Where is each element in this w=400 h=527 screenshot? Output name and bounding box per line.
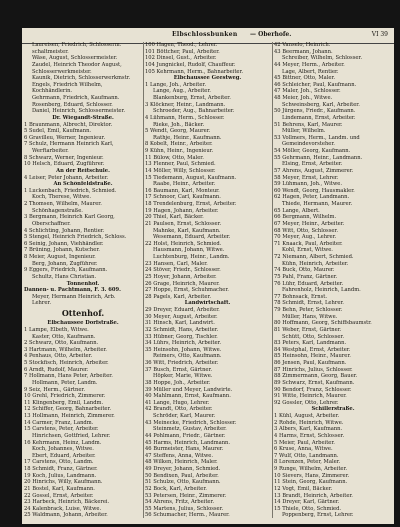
directory-entry: 24 Kalenbrack, Luise, Witwe. xyxy=(24,505,102,512)
directory-entry: 25 Waldmann, Johann, Arbeiter. xyxy=(24,512,108,519)
directory-entry: 104 Jungnickel, Rudolf, Chauffeur. xyxy=(145,61,236,68)
directory-entry: 89 Schwarz, Ernst, Kaufmann. xyxy=(274,379,355,386)
directory-entry: 13 Flenner, Paul, Schmied. xyxy=(145,161,216,168)
header-title: Elbschlossbunken xyxy=(172,31,238,38)
directory-entry: 3 Hartmann, Wilhelm, Arbeiter. xyxy=(24,346,107,353)
directory-entry: 18 Trendelenburg, Ernst, Arbeiter. xyxy=(145,201,237,207)
district-heading: Ottenhof. xyxy=(61,308,105,318)
directory-entry-continuation: Werftarbeiter. xyxy=(32,148,69,154)
directory-entry: 46 Schleicher, Paul, Kaufmann. xyxy=(274,81,357,88)
page-number: VI 39 xyxy=(371,31,388,38)
directory-entry: 54 Ahrens, Fritz, Arbeiter. xyxy=(145,499,215,506)
directory-entry-continuation: Gemeindevorsteher. xyxy=(282,141,335,148)
directory-entry: 30 Meyer, August, Arbeiter. xyxy=(145,313,218,320)
directory-entry: 8 Meier, August, Ingenieur. xyxy=(24,254,96,260)
directory-page xyxy=(22,28,394,524)
directory-entry: 57 Ahrens, August, Zimmerer. xyxy=(274,167,354,174)
directory-entry: 72 Niemann, Albert, Schmied. xyxy=(274,254,354,260)
directory-entry-continuation: Rathje, Heinr., Kaufmann. xyxy=(153,134,222,141)
column-divider xyxy=(272,42,273,518)
directory-entry: 14 Carmer, Franz, Landm. xyxy=(24,419,94,426)
directory-entry: 59 Lühmann, Joh., Witwe. xyxy=(274,181,343,188)
directory-entry: 45 Harms, Heinrich, Landmann. xyxy=(145,439,231,446)
directory-entry: 50 Bendixen, Paul, Arbeiter. xyxy=(145,472,219,479)
directory-entry: 1 Luckenbach, Friedrich, Schmied. xyxy=(24,187,117,194)
directory-entry: 20 Hinrichs, Willy, Kaufmann. xyxy=(24,479,103,486)
directory-entry: 1 Lampe, Elbeth, Witwe. xyxy=(24,326,89,333)
directory-entry: 2 Schwarz, Otto, Kaufmann. xyxy=(24,340,99,347)
directory-entry: 88 Zimmermann, Georg, Bauer. xyxy=(274,373,358,380)
directory-entry: 28 Pagels, Karl, Arbeiter. xyxy=(145,293,212,300)
directory-entry: 86 Jensen, Paul, Kaufmann. xyxy=(274,360,347,366)
directory-entry: 10 Sievers, Hans, Zimmerer. xyxy=(274,472,350,479)
directory-entry-continuation: Kaster, Otto, Kaufmann. xyxy=(32,333,96,340)
directory-entry: 78 Schmidt, Ernst, Lehrer. xyxy=(274,300,344,307)
directory-entry: 13 Hollmann, Heinrich, Zimmerer. xyxy=(24,413,115,419)
directory-entry-continuation: Meyer, Hermann Heinrich, Arb. xyxy=(32,293,116,300)
directory-entry-continuation: Lage, Albert, Rentier. xyxy=(282,68,339,75)
directory-entry: 66 Bergmann, Wilhelm. xyxy=(274,214,337,221)
directory-entry-continuation: Schweinsberg, Karl, Arbeiter. xyxy=(282,101,360,108)
directory-entry-continuation: Poppenberg, Ernst, Lehrer. xyxy=(282,512,354,519)
directory-entry-continuation: Daniel, Heinrich, Schlossermeister. xyxy=(32,108,126,115)
directory-entry: 43 Beermann, Johann. xyxy=(274,48,333,55)
directory-entry: 5 Wendt, Georg, Maurer. xyxy=(145,128,211,135)
directory-entry-continuation: Kochhändlerin. xyxy=(32,88,73,95)
directory-entry: 54 Möller, Georg, Kaufmann. xyxy=(274,148,351,154)
directory-column-2 xyxy=(145,42,270,520)
directory-entry: 47 Steffens, Anna, Witwe. xyxy=(145,452,213,459)
directory-entry: 53 Vollmers, Herm., Landm. und xyxy=(274,134,360,141)
directory-entry: 44 Meyer, Herm., Arbeiter. xyxy=(274,61,345,68)
street-heading: An der Reitschule. xyxy=(56,167,110,174)
directory-column-3 xyxy=(274,42,392,520)
directory-entry: 85 Heinsohn, Heinr., Maurer. xyxy=(274,353,351,360)
directory-entry: 4 Schlichting, Johann, Rentier. xyxy=(24,227,105,234)
directory-entry: 100 Hagen, Theod., Lehrer. xyxy=(145,42,218,48)
street-heading: Elbchaussee Dorfstraße. xyxy=(47,320,119,327)
street-heading: Elbchaussee Geestweg. xyxy=(173,75,242,82)
column-divider xyxy=(143,42,144,518)
directory-entry: 9 Kühn, Heinr., Ingenieur. xyxy=(145,148,214,154)
directory-entry: 8 Schwarz, Werner, Ingenieur. xyxy=(24,154,104,161)
directory-entry: 42 Vanselo, Heinrich. xyxy=(274,42,331,48)
directory-entry-continuation: Schroeder, Aug., Bahnarbeiter. xyxy=(153,108,235,115)
directory-entry-continuation: Engels, Friedrich Wilhelm, xyxy=(32,81,103,88)
directory-entry: 4 Lühmann, Herm., Schlosser. xyxy=(145,114,225,121)
directory-entry: 6 Arndt, Rudolf, Maurer. xyxy=(24,366,89,373)
street-heading: Dr. Wiegandt-Straße. xyxy=(52,114,114,121)
directory-entry: 80 Hoffmann, Georg, Schiffsbaumstr. xyxy=(274,320,372,327)
directory-entry: 50 Jürgens, Friedr., Kaufmann. xyxy=(274,108,356,115)
directory-entry: 1 Kühl, August, Arbeiter. xyxy=(274,413,340,419)
directory-entry: 51 Schulze, Otto, Kaufmann. xyxy=(145,479,221,486)
directory-entry: 15 Tiedemann, August, Kaufmann. xyxy=(145,174,237,181)
directory-entry: 7 Hollmann, Hans Peter, Arbeiter. xyxy=(24,373,113,380)
directory-entry: 70 Meyer, Aug., Lehrer. xyxy=(274,234,337,241)
directory-entry: 23 Hansen, Carl, Maler. xyxy=(145,260,208,267)
directory-entry: 79 Behn, Peter, Schlosser. xyxy=(274,307,343,313)
directory-entry: 20 Thiel, Karl, Bäcker. xyxy=(145,214,204,221)
directory-entry: 49 Dreyer, Johann, Schmied. xyxy=(145,466,221,472)
directory-entry: 81 Weber, Ernst, Gärtner. xyxy=(274,326,342,333)
directory-entry: 11 Bülow, Otto, Maler. xyxy=(145,154,204,161)
street-heading: Landwirtschaft. xyxy=(184,300,231,307)
directory-entry: 56 Schumacher, Herm., Maurer. xyxy=(145,512,230,519)
directory-entry-continuation: Schütt, Otto, Schlosser. xyxy=(282,333,344,340)
directory-entry: 36 Witt, Friedrich, Arbeiter. xyxy=(145,360,219,366)
directory-entry-continuation: Wäse, August, Schlossermeister. xyxy=(32,55,118,62)
directory-entry: 21 Paulsen, Ernst, Schlosser. xyxy=(145,220,222,227)
directory-entry: 12 Vogt, Emil, Bäcker. xyxy=(274,485,333,492)
directory-entry: 101 Böttcher, Paul, Arbeiter. xyxy=(145,48,220,55)
street-heading: Schillerstraße. xyxy=(311,406,355,413)
directory-entry: 77 Bohnsack, Ernst. xyxy=(274,293,327,300)
directory-entry: 76 Lühr, Eduard, Arbeiter. xyxy=(274,280,344,287)
directory-entry: 19 Hagen, Johann, Arbeiter. xyxy=(145,207,219,214)
directory-entry-continuation: Mahnke, Karl, Kaufmann. xyxy=(153,227,221,234)
directory-entry-continuation: Laureisen, Friedrich, Schlosserm. xyxy=(32,42,122,48)
directory-entry-continuation: Luchtenburg, Heinr., Landm. xyxy=(153,254,230,260)
header-section: — Oberhofe. xyxy=(250,31,292,38)
directory-entry-continuation: Müller, Hans, Witwe. xyxy=(282,313,338,320)
directory-entry: 91 Witte, Heinrich, Maurer. xyxy=(274,393,347,400)
directory-entry: 46 Burmeister, Hans, Maurer. xyxy=(145,446,224,453)
directory-entry: 67 Meyer, Heinr., Arbeiter. xyxy=(274,220,345,227)
directory-entry: 41 Lange, Hugo, Lehrer. xyxy=(145,399,210,406)
directory-entry: 23 Harbeck, Heinrich, Bäckerei. xyxy=(24,499,110,506)
directory-entry-continuation: Kühn, Heinrich, Arbeiter. xyxy=(282,260,349,267)
directory-entry: 35 Heinsohn, Johann, Witwe. xyxy=(145,346,222,353)
directory-entry: 87 Hinrichs, Julius, Schlosser. xyxy=(274,366,353,373)
directory-entry: 15 Carstens, Peter, Arbeiter. xyxy=(24,426,99,433)
directory-entry-continuation: Koch, Johannes, Witwe. xyxy=(32,446,94,453)
directory-entry: 83 Peters, Karl, Landmann. xyxy=(274,340,347,347)
directory-entry: 62 Hagen, Peter, Landmann. xyxy=(274,194,350,201)
directory-entry: 3 Albers, Karl, Kaufmann. xyxy=(274,426,343,433)
directory-entry: 40 Mahlmann, Ernst, Kaufmann. xyxy=(145,393,231,400)
directory-entry: 2 Thomsen, Wilhelm, Maurer. xyxy=(24,201,102,207)
directory-entry-continuation: schaltmeister. xyxy=(32,48,69,55)
directory-entry: 32 Schmidt, Hans, Arbeiter. xyxy=(145,326,219,333)
directory-entry: 6 Kruse, Anna, Witwe. xyxy=(274,446,333,453)
directory-entry: 90 Bendorf, Franz, Schlosser. xyxy=(274,386,352,393)
directory-entry: 39 Müller und Meyer, Landwirte. xyxy=(145,386,233,393)
directory-entry-continuation: Fahrenholz, Heinrich, Landm. xyxy=(282,287,361,294)
directory-entry: 5 Meier, Paul, Arbeiter. xyxy=(274,439,335,446)
directory-entry: 17 Schnoor, Carl, Kaufmann. xyxy=(145,194,221,201)
directory-entry-continuation: Rosenberg, Eduard, Schlosser. xyxy=(32,101,113,108)
directory-entry: 37 Busch, Ernst, Gärtner. xyxy=(145,366,213,373)
directory-entry: 14 Möller, Willy, Schlosser. xyxy=(145,167,216,174)
directory-entry: 31 Hinsch, Karl, Landwirt. xyxy=(145,320,215,327)
directory-entry: 17 Carstens, Otto, Landm. xyxy=(24,459,94,466)
directory-entry: 45 Bittner, Otto, Maler. xyxy=(274,75,336,82)
directory-entry: 53 Petersen, Heinr., Zimmerer. xyxy=(145,492,227,499)
directory-entry-continuation: Raabe, Heinr., Arbeiter. xyxy=(153,181,216,188)
directory-entry-continuation: Kaunik, Dietrich, Schlosserwerkmstr. xyxy=(32,75,131,82)
directory-entry-continuation: Lange, Aug., Arbeiter. xyxy=(153,88,211,95)
directory-entry-continuation: Schröder, Karl, Maurer. xyxy=(153,413,216,419)
directory-entry-continuation: Hollmann, Peter, Landm. xyxy=(32,379,98,386)
directory-entry: 21 Bostel, Karl, Kaufmann. xyxy=(24,485,95,492)
directory-entry: 51 Behrens, Karl, Maurer. xyxy=(274,121,343,128)
directory-entry-continuation: Schultz, Hans Christian. xyxy=(32,273,97,280)
directory-entry-continuation: Kohl, Ernst, Witwe. xyxy=(282,247,333,254)
directory-entry-continuation: Koch, Therese, Witwe. xyxy=(32,194,91,201)
directory-entry: 13 Brandt, Heinrich, Arbeiter. xyxy=(274,492,353,499)
directory-entry: 1 Braunmann, Albrecht, Direktor. xyxy=(24,121,113,128)
directory-entry: 60 Wendt, Georg, Hausmakler. xyxy=(274,187,355,194)
directory-entry: 38 Hoppe, Joh., Arbeiter. xyxy=(145,379,211,386)
directory-entry: 10 Grehl, Friedrich, Zimmerer. xyxy=(24,393,106,400)
directory-entry: 8 Lorenzen, Peter, Maler. xyxy=(274,459,341,466)
directory-entry: 3 Klöckner, Heinr., Landmann. xyxy=(145,101,226,108)
directory-entry: 25 Hoyer, Johann, Arbeiter. xyxy=(145,273,217,280)
directory-entry-continuation: Lehrer. xyxy=(32,300,51,307)
directory-entry: 4 Harms, Ernst, Schlosser. xyxy=(274,432,345,439)
directory-entry-continuation: Reimers, Otto, Kaufmann. xyxy=(153,353,222,360)
directory-entry: 7 Wulf, Otto, Landmann. xyxy=(274,452,339,459)
directory-entry: 4 Leiser, Peter Johann, Arbeiter. xyxy=(24,174,109,181)
directory-entry-continuation: Lindemann, Ernst, Arbeiter. xyxy=(282,114,356,121)
directory-entry-continuation: Schreiber, Wilhelm, Schlosser. xyxy=(282,55,362,62)
directory-entry-continuation: Gehrmann, Friedrich, Kaufmann. xyxy=(32,95,120,101)
directory-entry: 29 Dreyer, Eduard, Arbeiter. xyxy=(145,307,220,313)
directory-entry: 14 Dreyer, Karl, Gärtner. xyxy=(274,499,340,506)
directory-entry-continuation: Rieke, Joh., Bäcker. xyxy=(153,121,205,128)
directory-entry-continuation: Ebert, Eduard, Arbeiter. xyxy=(32,452,96,459)
directory-entry: 7 Brüning, Johann, Kutscher. xyxy=(24,247,100,254)
directory-entry: 10 Helsch, Eduard, Zugführer. xyxy=(24,161,105,168)
directory-entry: 58 Meyer, Ernst, Lehrer. xyxy=(274,174,339,181)
directory-entry: 7 Schulz, Hermann Heinrich Karl, xyxy=(24,141,114,148)
directory-entry: 19 Koch, Julius, Landmann. xyxy=(24,472,97,479)
directory-entry: 8 Kobelt, Heinr., Arbeiter. xyxy=(145,141,213,148)
directory-entry: 33 Hübner, Georg, Tischler. xyxy=(145,333,218,340)
directory-entry: 47 Maler, Joh., Schlosser. xyxy=(274,88,341,95)
directory-column-1 xyxy=(24,42,142,520)
directory-entry: 9 Eggers, Friedrich, Kaufmann. xyxy=(24,267,108,274)
directory-entry: 68 Witt, Otto, Schlosser. xyxy=(274,227,338,234)
directory-entry-continuation: Hausmann, Johann, Witwe. xyxy=(153,247,225,254)
directory-entry: 34 Lührs, Heinrich, Arbeiter. xyxy=(145,340,222,347)
directory-entry: 102 Dinsel, Gust., Arbeiter. xyxy=(145,55,217,62)
directory-entry: 6 Gravilleu, Werner, Ingenieur. xyxy=(24,134,106,141)
directory-entry: 11 Klingenberg, Emil, Landm. xyxy=(24,399,104,406)
directory-entry: 92 Gossler, Otto, Lehrer. xyxy=(274,399,339,406)
directory-entry-continuation: Höpker, Marie, Witwe. xyxy=(153,373,213,380)
directory-entry-continuation: Steinmetz, Gustav, Arbeiter. xyxy=(153,426,227,433)
directory-entry: 42 Brandt, Otto, Arbeiter. xyxy=(145,406,213,413)
directory-entry-continuation: Thiede, Hermann, Maurer. xyxy=(282,201,353,207)
directory-entry: 9 Seiz, Herm., Gärtner. xyxy=(24,386,85,393)
directory-entry: 75 Pahl, Franz, Gärtner. xyxy=(274,273,338,280)
directory-entry: 18 Schmidt, Franz, Gärtner. xyxy=(24,466,98,472)
directory-entry: 5 Stengel, Heinrich Friedrich, Schloss. xyxy=(24,234,127,241)
directory-entry: 11 Stein, Georg, Kaufmann. xyxy=(274,479,348,486)
directory-entry: 1 Lange, Joh., Arbeiter. xyxy=(145,81,206,88)
directory-entry: 22 Holst, Heinrich, Schmied. xyxy=(145,240,222,247)
directory-entry-continuation: Elsing, Ernst, Arbeiter. xyxy=(282,161,343,168)
directory-entry: 9 Runge, Wilhelm, Arbeiter. xyxy=(274,466,348,472)
directory-entry: 71 Knaack, Paul, Arbeiter. xyxy=(274,240,343,247)
directory-entry: 5 Sudel, Emil, Kaufmann. xyxy=(24,128,92,135)
directory-entry: 6 Seinig, Johann, Viehhändler. xyxy=(24,240,104,247)
directory-entry-bold: Dannen- u. Pachtmann, F. 3. 609. xyxy=(24,287,121,294)
street-heading: An Schönfeldstraße. xyxy=(53,181,113,188)
directory-entry-continuation: Hinrichsen, Gottfried, Lehrer. xyxy=(32,432,111,439)
directory-entry-continuation: Müller, Wilhelm. xyxy=(282,128,326,135)
directory-entry: 84 Westphal, Ernst, Arbeiter. xyxy=(274,346,351,353)
directory-entry-continuation: Blankenburg, Ernst, Arbeiter. xyxy=(153,95,231,101)
directory-entry-continuation: Berg, Johann, Zugführer. xyxy=(32,260,98,267)
directory-entry: 105 Kehrmann, Herm., Bahnarbeiter. xyxy=(145,68,244,75)
directory-entry-continuation: Schönhagenstraße. xyxy=(32,207,83,214)
directory-entry: 24 Stöver, Friedr., Schlosser. xyxy=(145,267,221,274)
directory-entry-continuation: Wesemann, Eduard, Arbeiter. xyxy=(153,234,231,241)
directory-entry: 5 Stockfisch, Heinrich, Arbeiter. xyxy=(24,360,109,366)
directory-entry: 12 Schiffer, Georg, Bahnarbeiter. xyxy=(24,406,112,413)
directory-entry: 3 Bergmann, Heinrich Karl Georg, xyxy=(24,214,115,221)
running-header xyxy=(22,31,394,41)
directory-entry: 16 Kehrmann, Heinz, Landm. xyxy=(24,439,102,446)
directory-entry: 15 Thiele, Otto, Schmied. xyxy=(274,505,342,512)
directory-entry: 4 Penhaus, Otto, Arbeiter. xyxy=(24,353,93,360)
directory-entry: 48 Wilken, Heinrich, Maler. xyxy=(145,459,218,466)
directory-entry: 16 Baumann, Karl, Monteur. xyxy=(145,187,220,194)
directory-entry: 22 Gossel, Ernst, Arbeiter. xyxy=(24,492,94,499)
directory-entry: 55 Martens, Julius, Schlosser. xyxy=(145,505,224,512)
directory-entry-continuation: Schlosserwerkmeister. xyxy=(32,68,92,75)
directory-entry: 44 Pohlmann, Friedr., Gärtner. xyxy=(145,432,226,439)
directory-entry: 52 Bock, Karl, Arbeiter. xyxy=(145,485,207,492)
directory-entry-continuation: Oberschaffner. xyxy=(32,220,71,227)
directory-entry: 43 Meinecke, Friedrich, Schlosser. xyxy=(145,419,237,426)
directory-entry: 26 Grage, Heinrich, Maurer. xyxy=(145,280,220,287)
directory-entry: 27 Hoppe, Ernst, Schuhmacher. xyxy=(145,287,229,294)
street-heading: Tonnenhof. xyxy=(66,280,100,287)
directory-entry: 48 Meier, Joh., Witwe. xyxy=(274,95,333,101)
directory-entry: 2 Rohde, Heinrich, Witwe. xyxy=(274,419,344,426)
directory-entry: 65 Lange, Albert. xyxy=(274,207,320,214)
directory-entry-continuation: Zaudel, Heinrich Theodor August, xyxy=(32,61,122,68)
directory-entry: 55 Gehrmann, Heinr., Landmann. xyxy=(274,154,363,161)
directory-entry: 74 Buck, Otto, Maurer. xyxy=(274,267,335,274)
